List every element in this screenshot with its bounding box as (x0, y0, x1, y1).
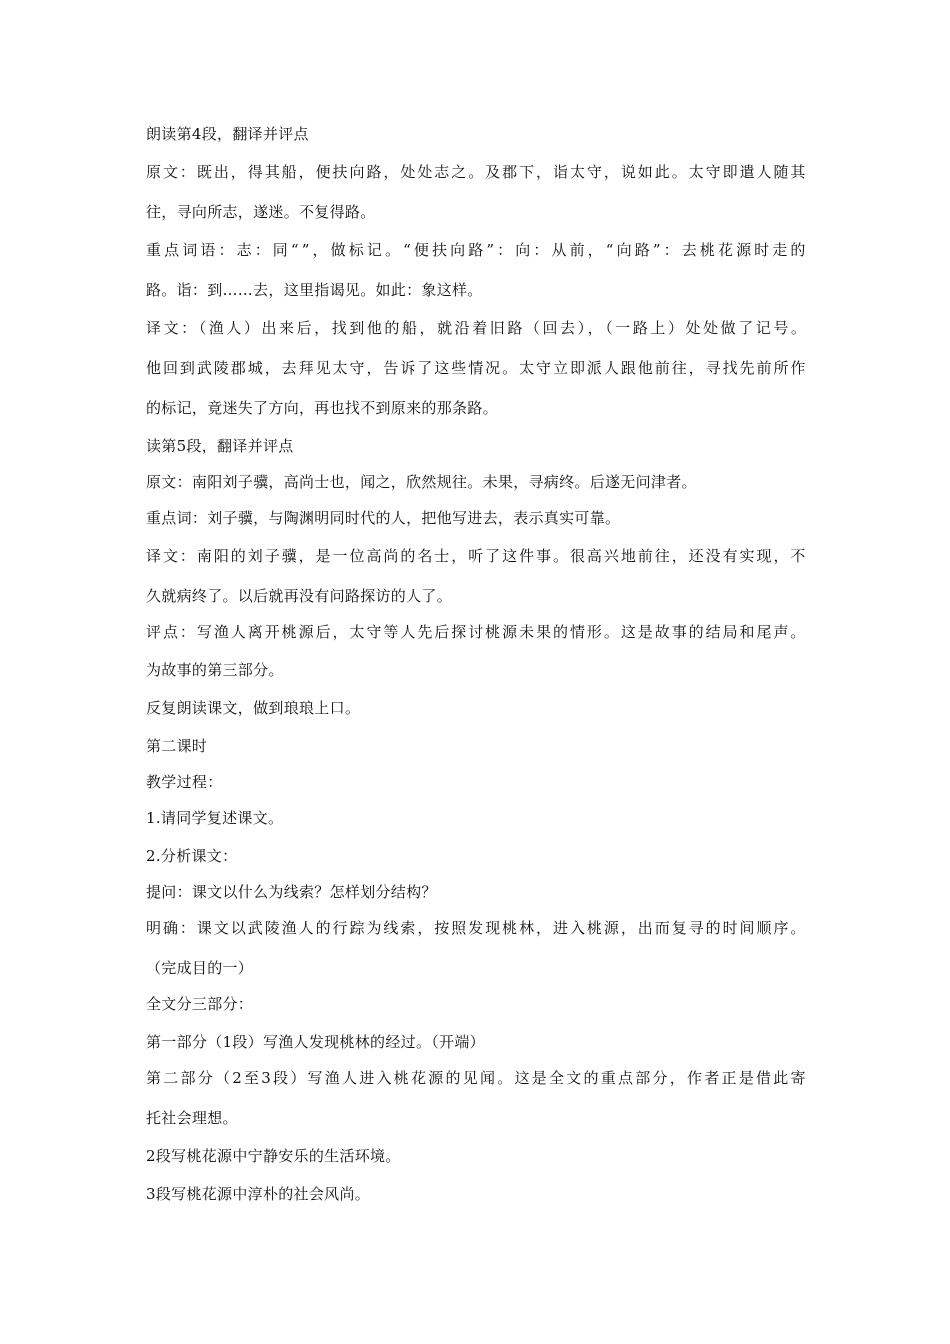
teaching-process-heading: 教学过程： (146, 773, 223, 791)
translation-line: 久就病终了。以后就再没有问路探访的人了。 (146, 587, 453, 605)
step-line: 2.分析课文： (146, 847, 238, 865)
translation-line: 译文：（渔人）出来后，找到他的船，就沿着旧路（回去），（一路上）处处做了记号。 (146, 319, 809, 337)
original-text-line: 往，寻向所志，遂迷。不复得路。 (146, 203, 376, 221)
translation-line: 的标记，竟迷失了方向，再也找不到原来的那条路。 (146, 399, 498, 417)
translation-line: 译文：南阳的刘子骥，是一位高尚的名士，听了这件事。很高兴地前往，还没有实现，不 (146, 547, 808, 565)
structure-line: 2段写桃花源中宁静安乐的生活环境。 (146, 1147, 401, 1165)
key-words-line: 重点词语：志：同“”，做标记。“便扶向路”：向：从前，“向路”：去桃花源时走的 (146, 241, 809, 259)
original-text-line: 原文：南阳刘子骥，高尚士也，闻之，欣然规往。未果，寻病终。后遂无问津者。 (146, 473, 697, 491)
question-line: 提问：课文以什么为线索？怎样划分结构？ (146, 883, 437, 901)
answer-line: 明确：课文以武陵渔人的行踪为线索，按照发现桃林，进入桃源，出而复寻的时间顺序。 (146, 919, 808, 937)
structure-line: 第一部分（1段）写渔人发现桃林的经过。（开端） (146, 1033, 485, 1051)
commentary-line: 评点：写渔人离开桃源后，太守等人先后探讨桃源未果的情形。这是故事的结局和尾声。 (146, 623, 808, 641)
structure-line: 托社会理想。 (146, 1109, 238, 1127)
lesson-heading: 第二课时 (146, 737, 208, 755)
step-line: 1.请同学复述课文。 (146, 809, 284, 827)
instruction-line: 反复朗读课文，做到琅琅上口。 (146, 699, 361, 717)
heading-read-paragraph-4: 朗读第4段，翻译并评点 (146, 125, 309, 143)
structure-line: 第二部分（2至3段）写渔人进入桃花源的见闻。这是全文的重点部分，作者正是借此寄 (146, 1069, 808, 1087)
key-words-line: 路。诣：到……去，这里指谒见。如此：象这样。 (146, 281, 483, 299)
translation-line: 他回到武陵郡城，去拜见太守，告诉了这些情况。太守立即派人跟他前往，寻找先前所作 (146, 359, 808, 377)
structure-line: 全文分三部分： (146, 995, 254, 1013)
heading-read-paragraph-5: 读第5段，翻译并评点 (146, 437, 294, 455)
commentary-line: 为故事的第三部分。 (146, 661, 284, 679)
structure-line: 3段写桃花源中淳朴的社会风尚。 (146, 1185, 371, 1203)
key-words-line: 重点词：刘子骥，与陶渊明同时代的人，把他写进去，表示真实可靠。 (146, 509, 621, 527)
answer-line: （完成目的一） (146, 959, 254, 977)
original-text-line: 原文：既出，得其船，便扶向路，处处志之。及郡下，诣太守，说如此。太守即遣人随其 (146, 163, 808, 181)
